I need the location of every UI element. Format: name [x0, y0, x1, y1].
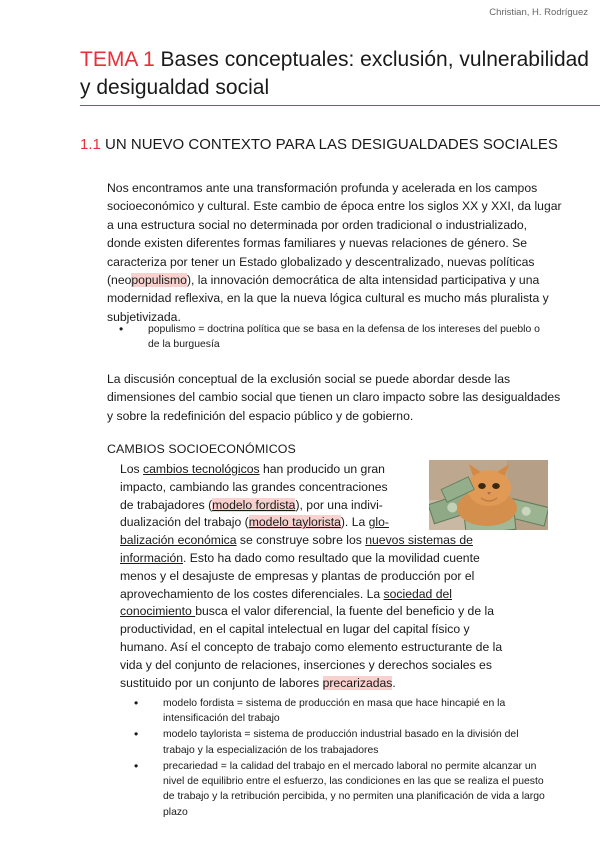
- text-line: Los cambios tecnológicos han producido un gran: [120, 462, 385, 476]
- text-line: información. Esto ha dado como resultado que la movilidad cuente: [120, 550, 480, 565]
- text-line: menos y el desajuste de empresas y plantas de producción por el: [120, 568, 475, 583]
- paragraph-text: Nos encontramos ante una transformación profunda y acelerada en los campos socioeconómico y cultural. Este cambio de época entre los siglos XX y XXI, da lugar a una estructura social no determinada por orden tradicional o industrializado, donde existen diferentes formas familiares y nuevas relaciones de género. Se caracteriza por tener un Estado globalizado y descentralizado, nuevas políticas (neo: [107, 181, 562, 288]
- paragraph-exclusion: La discusión conceptual de la exclusión social se puede abordar desde las dimensiones del cambio social que tienen un claro impacto sobre las desigualdades y sobre la redefinición del espacio público y de gobierno.: [107, 372, 561, 423]
- highlight-modelo-fordista: modelo fordista: [212, 497, 296, 512]
- subsection-heading: CAMBIOS SOCIOECONÓMICOS: [107, 442, 296, 456]
- section-text: UN NUEVO CONTEXTO PARA LAS DESIGUALDADES SOCIALES: [105, 136, 558, 153]
- text-line: sustituido por un conjunto de labores precarizadas.: [120, 675, 396, 690]
- text-line: productividad, en el capital intelectual en lugar del capital físico y: [120, 622, 470, 637]
- text-line: conocimiento busca el valor diferencial, la fuente del beneficio y de la: [120, 604, 494, 619]
- text-line: impacto, cambiando las grandes concentraciones: [120, 479, 388, 494]
- text-line: de trabajadores (modelo fordista), por una indivi-: [120, 497, 383, 512]
- list-item: • populismo = doctrina política que se basa en la defensa de los intereses del pueblo o de la burguesía: [148, 322, 548, 353]
- text-line: humano. Así el concepto de trabajo como elemento estructurante de la: [120, 639, 503, 654]
- text-line: aprovechamiento de los costes diferenciales. La sociedad del: [120, 586, 452, 601]
- section-number: 1.1: [80, 136, 101, 153]
- title-text: Bases conceptuales: exclusión, vulnerabilidad y desigualdad social: [80, 48, 589, 99]
- socioeconomic-text-block: [120, 461, 562, 692]
- paragraph-text: ), la innovación democrática de alta intensidad participativa y una modernidad reflexiva, en la que la nueva lógica cultural es mucho más pluralista y subjetivizada.: [107, 273, 549, 324]
- highlight-populismo: populismo: [131, 273, 187, 288]
- text-line: vida y del conjunto de relaciones, inserciones y derechos sociales es: [120, 657, 492, 672]
- title-number: TEMA 1: [80, 48, 155, 71]
- list-item: • precariedad = la calidad del trabajo en el mercado laboral no permite alcanzar un nivel de equilibrio entre el esfuerzo, las condiciones en las que se realiza el puesto de trabajo y la retribución percibida, y no permiten una planificación de vida a largo plazo: [163, 759, 553, 821]
- definitions-list-1: [148, 322, 548, 353]
- highlight-precarizadas: precarizadas: [322, 675, 393, 690]
- author-header: Christian, H. Rodríguez: [489, 7, 588, 18]
- highlight-modelo-taylorista: modelo taylorista: [248, 515, 341, 530]
- paragraph-context: [107, 179, 562, 326]
- term-sociedad-conocimiento: sociedad del: [383, 586, 452, 601]
- term-globalizacion: balización económica: [120, 533, 237, 548]
- list-item: • modelo taylorista = sistema de producción industrial basado en la división del trabajo y la especialización de los trabajadores: [163, 727, 553, 758]
- text-line: dualización del trabajo (modelo taylorista). La glo-: [120, 515, 389, 530]
- page-title: [80, 46, 600, 102]
- definitions-list-2: [163, 696, 553, 821]
- title-divider: [80, 105, 600, 106]
- section-heading: [80, 135, 558, 155]
- term-nuevos-sistemas: nuevos sistemas de: [365, 533, 473, 548]
- text-line: balización económica se construye sobre los nuevos sistemas de: [120, 533, 473, 548]
- list-item: • modelo fordista = sistema de producción en masa que hace hincapié en la intensificación del trabajo: [163, 696, 553, 727]
- term-cambios-tecnologicos: cambios tecnológicos: [143, 462, 260, 476]
